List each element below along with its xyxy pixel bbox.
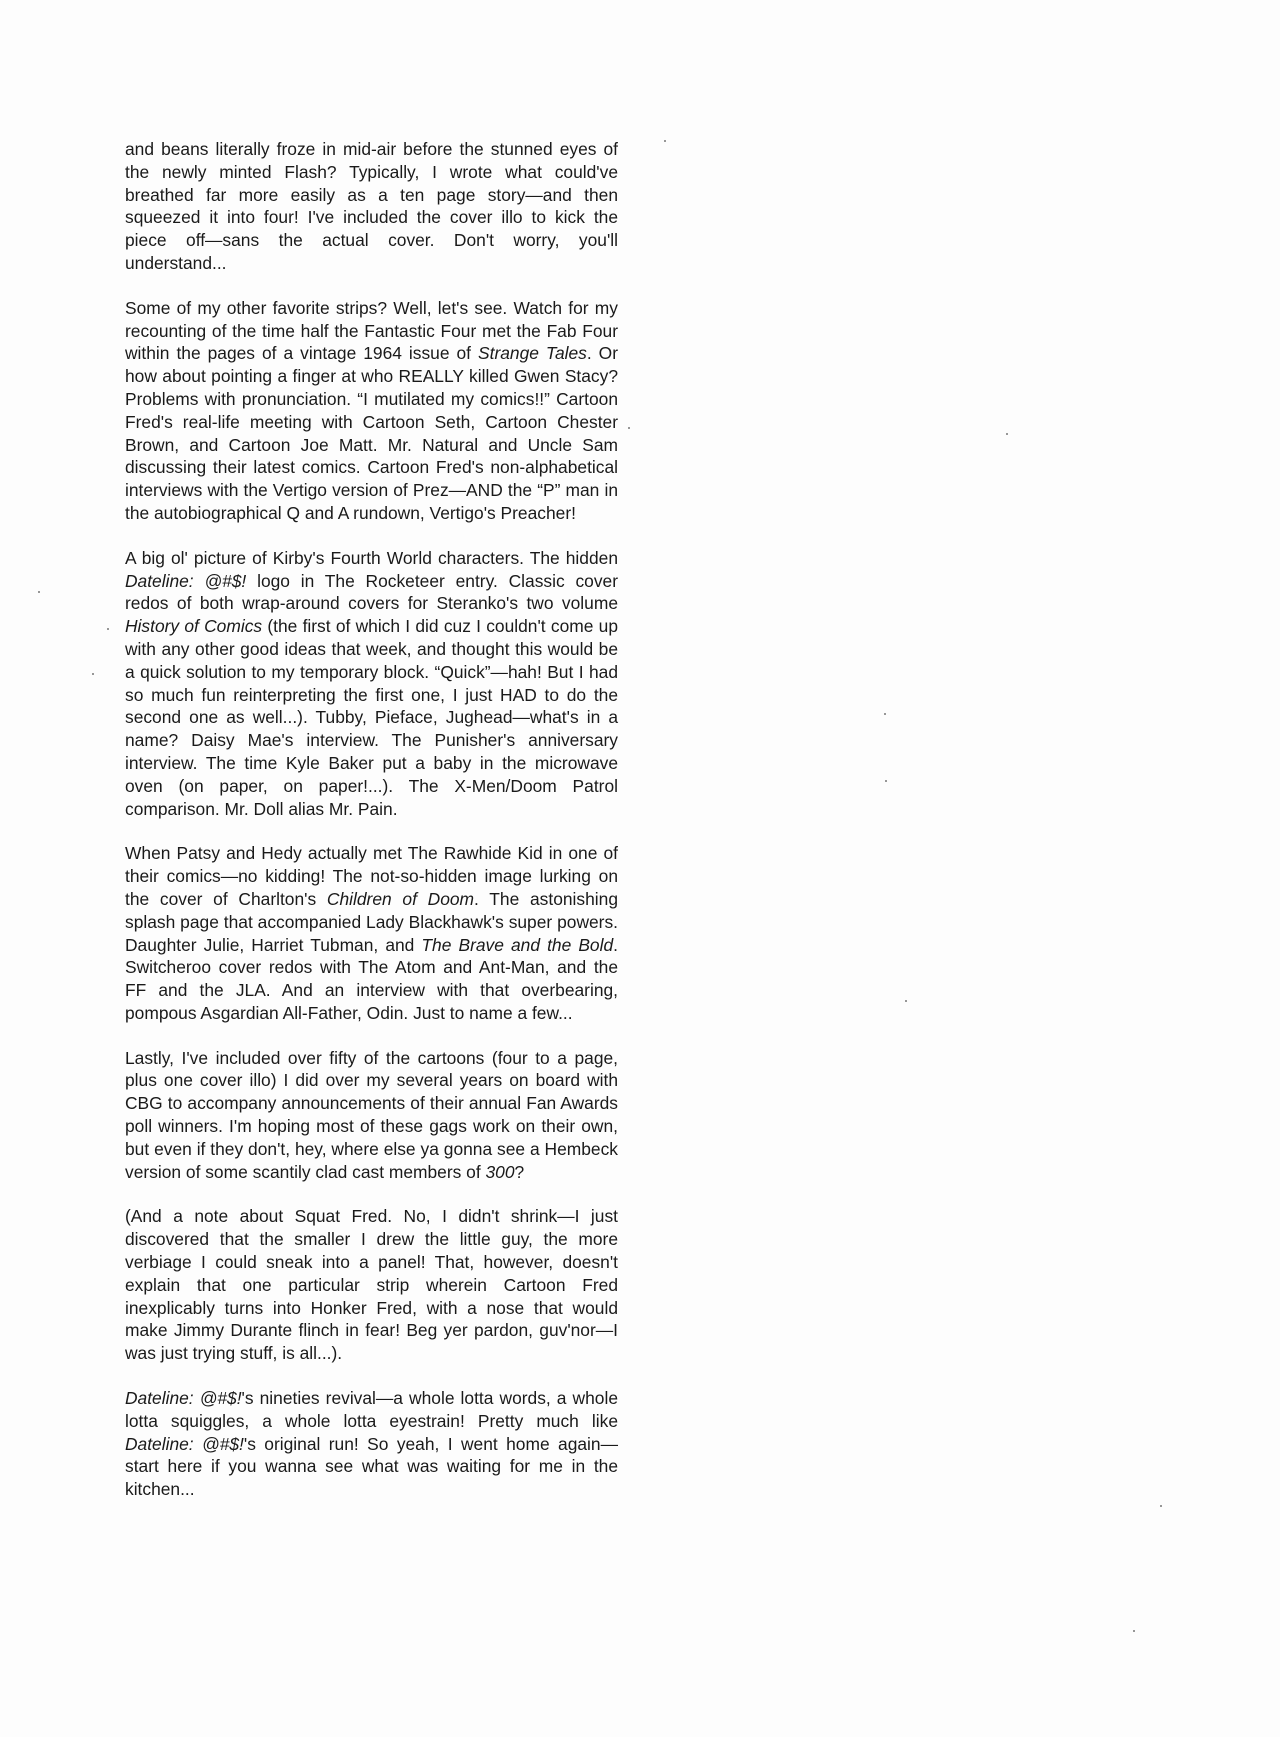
title-dateline: Dateline: @#$! [125, 1433, 244, 1454]
dust-speck [1133, 1630, 1135, 1632]
dust-speck [905, 1000, 907, 1002]
dust-speck [92, 673, 94, 675]
dust-speck [885, 780, 887, 782]
body-text-column [125, 138, 618, 1523]
title-children-of-doom: Children of Doom [326, 888, 475, 909]
paragraph-fourth-world: A big ol' picture of Kirby's Fourth World characters. The hidden Dateline: @#$! logo in The Rocketeer entry. Classic cover redos of both wrap-around covers for Steranko's two volume History of Comics (the first of which I did cuz I couldn't come up with any other good ideas that week, and thought this would be a quick solution to my temporary block. “Quick”—hah! But I had so much fun reinterpreting the first one, I just HAD to do the second one as well...). Tubby, Pieface, Jughead—what's in a name? Daisy Mae's interview. The Punisher's anniversary interview. The time Kyle Baker put a baby in the microwave oven (on paper, on paper!...). The X-Men/Doom Patrol comparison. Mr. Doll alias Mr. Pain. [125, 547, 619, 819]
paragraph-flash-story: and beans literally froze in mid-air before the stunned eyes of the newly minted Flash? Typically, I wrote what could've breathed far more easily as a ten page story—and then squeezed it into four! I've included the cover illo to kick the piece off—sans the actual cover. Don't worry, you'll understand... [125, 139, 618, 273]
paragraph-patsy-hedy: When Patsy and Hedy actually met The Rawhide Kid in one of their comics—no kidding! The not-so-hidden image lurking on the cover of Charlton's Children of Doom. The astonishing splash page that accompanied Lady Blackhawk's super powers. Daughter Julie, Harriet Tubman, and The Brave and the Bold. Switcheroo cover redos with The Atom and Ant-Man, and the FF and the JLA. And an interview with that overbearing, pompous Asgardian All-Father, Odin. Just to name a few... [125, 843, 618, 1023]
title-strange-tales: Strange Tales [478, 343, 587, 364]
title-dateline: Dateline: @#$! [125, 570, 247, 591]
dust-speck [884, 713, 886, 715]
dust-speck [628, 427, 630, 429]
dust-speck [1006, 433, 1008, 435]
dust-speck [1160, 1505, 1162, 1507]
dust-speck [38, 591, 40, 593]
paragraph-squat-fred: (And a note about Squat Fred. No, I didn't shrink—I just discovered that the smaller I drew the little guy, the more verbiage I could sneak into a panel! That, however, doesn't explain that one particular strip wherein Cartoon Fred inexplicably turns into Honker Fred, with a nose that would make Jimmy Durante flinch in fear! Beg yer pardon, guv'nor—I was just trying stuff, is all...). [125, 1206, 618, 1364]
paragraph-nineties-revival: Dateline: @#$!'s nineties revival—a whole lotta words, a whole lotta squiggles, a whole lotta eyestrain! Pretty much like Dateline: @#$!'s original run! So yeah, I went home again—start here if you wanna see what was waiting for me in the kitchen... [125, 1388, 618, 1500]
title-300: 300 [485, 1161, 515, 1182]
paragraph-favorite-strips: Some of my other favorite strips? Well, let's see. Watch for my recounting of the time half the Fantastic Four met the Fab Four within the pages of a vintage 1964 issue of Strange Tales. Or how about pointing a finger at who REALLY killed Gwen Stacy? Problems with pronunciation. “I mutilated my comics!!” Cartoon Fred's real-life meeting with Cartoon Seth, Cartoon Chester Brown, and Cartoon Joe Matt. Mr. Natural and Uncle Sam discussing their latest comics. Cartoon Fred's non-alphabetical interviews with the Vertigo version of Prez—AND the “P” man in the autobiographical Q and A rundown, Vertigo's Preacher! [125, 297, 619, 523]
title-history-of-comics: History of Comics [125, 616, 263, 637]
dust-speck [664, 140, 666, 142]
dust-speck [107, 628, 109, 630]
title-brave-and-bold: The Brave and the Bold [421, 934, 614, 955]
title-dateline: Dateline: @#$! [125, 1388, 242, 1409]
paragraph-cbg-cartoons: Lastly, I've included over fifty of the cartoons (four to a page, plus one cover illo) I did over my several years on board with CBG to accompany announcements of their annual Fan Awards poll winners. I'm hoping most of these gags work on their own, but even if they don't, hey, where else ya gonna see a Hembeck version of some scantily clad cast members of 300? [125, 1047, 618, 1182]
